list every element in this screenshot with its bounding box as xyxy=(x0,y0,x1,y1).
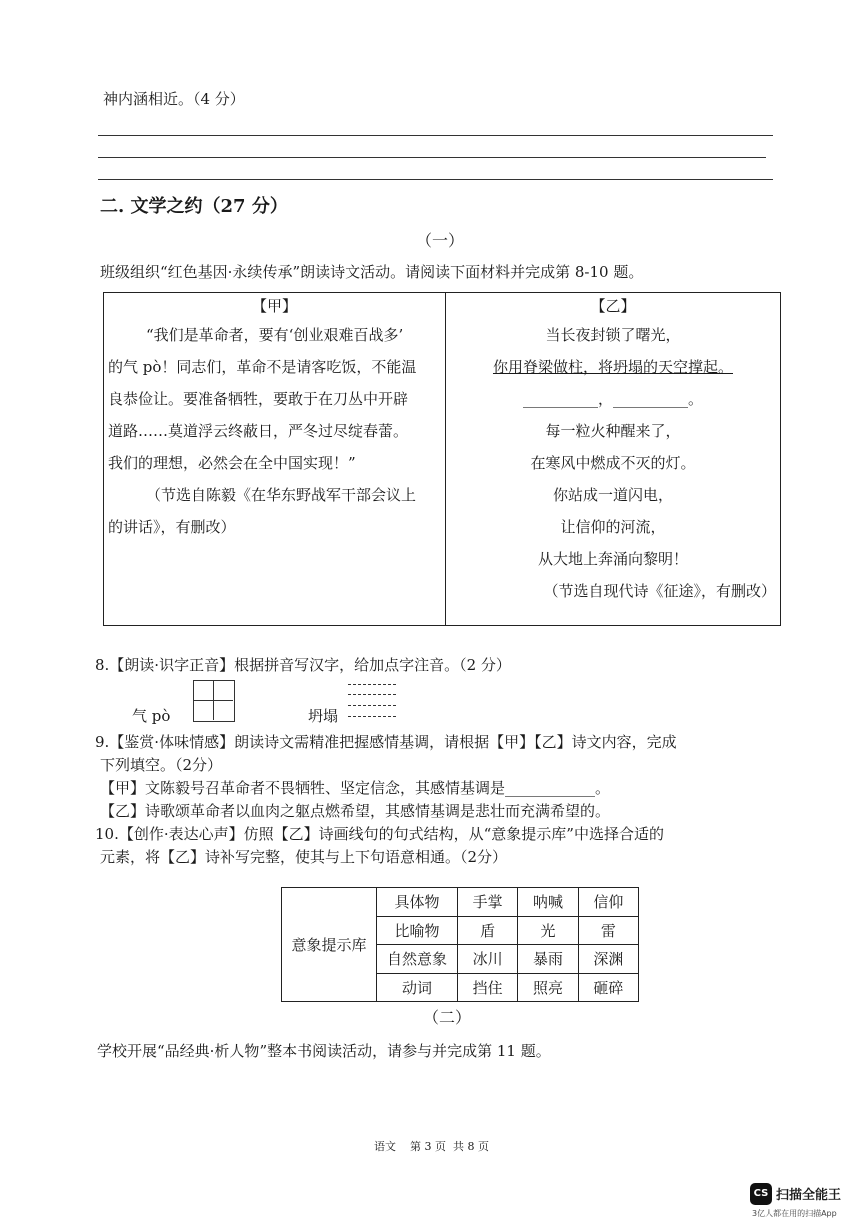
passage-b-line: 当长夜封锁了曙光， xyxy=(545,326,681,344)
q8-pinyin-line xyxy=(348,684,396,685)
part2-intro: 学校开展“品经典·析人物”整本书阅读活动，请参与并完成第 11 题。 xyxy=(97,1042,551,1060)
passage-a-line: 我们的理想，必然会在全中国实现！” xyxy=(108,454,356,472)
page-top-text: 神内涵相近。（4 分） xyxy=(103,90,245,108)
passage-a-line: 道路……莫道浮云终蔽日，严冬过尽绽春蕾。 xyxy=(108,422,409,440)
imagery-item: 照亮 xyxy=(518,973,578,1002)
intro-text: 班级组织“红色基因·永续传承”朗读诗文活动。请阅读下面材料并完成第 8-10 题。 xyxy=(100,263,644,281)
passage-a xyxy=(104,293,446,626)
imagery-item: 雷 xyxy=(578,916,638,945)
imagery-category: 自然意象 xyxy=(377,945,458,974)
imagery-category: 具体物 xyxy=(377,888,458,917)
passage-a-header: 【甲】 xyxy=(251,297,297,315)
passage-b-source: （节选自现代诗《征途》，有删改） xyxy=(543,582,776,600)
answer-line-3 xyxy=(98,179,773,180)
grid-midline-v xyxy=(213,680,214,720)
imagery-item: 光 xyxy=(518,916,578,945)
passage-a-body xyxy=(104,319,445,543)
passage-b-line: 你站成一道闪电， xyxy=(552,486,673,504)
question-9-statement: 【乙】诗歌颂革命者以血肉之躯点燃希望，其感情基调是悲壮而充满希望的。 xyxy=(100,802,611,820)
section-title: 二. 文学之约（27 分） xyxy=(100,196,288,217)
imagery-table xyxy=(281,887,639,1002)
passage-b-line: 让信仰的河流， xyxy=(560,518,666,536)
imagery-item: 信仰 xyxy=(578,888,638,917)
passage-b xyxy=(446,293,781,626)
question-9-cont: 下列填空。（2分） xyxy=(100,756,223,774)
imagery-category: 比喻物 xyxy=(377,916,458,945)
passage-a-source: 的讲话》，有删改） xyxy=(108,518,236,536)
imagery-item: 呐喊 xyxy=(518,888,578,917)
q8-pinyin-line xyxy=(348,705,396,706)
passage-b-line: 每一粒火种醒来了， xyxy=(545,422,681,440)
answer-line-2 xyxy=(98,157,766,158)
passages-table xyxy=(103,292,781,626)
passage-b-blank-line: __________，__________。 xyxy=(522,390,703,408)
page-footer: 语文 第 3 页 共 8 页 xyxy=(374,1140,489,1153)
imagery-item: 暴雨 xyxy=(518,945,578,974)
question-10: 10.【创作·表达心声】仿照【乙】诗画线句的句式结构，从“意象提示库”中选择合适的 xyxy=(95,825,664,843)
q8-pinyin-line xyxy=(348,694,396,695)
passage-b-line: 从大地上奔涌向黎明！ xyxy=(537,550,688,568)
passage-a-line: “我们是革命者，要有‘创业艰难百战多’ xyxy=(146,326,404,344)
imagery-item: 深渊 xyxy=(578,945,638,974)
imagery-category: 动词 xyxy=(377,973,458,1002)
scanner-tagline: 3亿人都在用的扫描App xyxy=(752,1209,837,1218)
passage-a-source: （节选自陈毅《在华东野战军干部会议上 xyxy=(146,486,417,504)
passage-a-line: 的气 pò！同志们，革命不是请客吃饭，不能温 xyxy=(108,358,417,376)
passage-a-line: 良恭俭让。要准备牺牲，要敢于在刀丛中开辟 xyxy=(108,390,409,408)
imagery-item: 手掌 xyxy=(458,888,518,917)
imagery-table-label: 意象提示库 xyxy=(282,888,377,1002)
passage-b-body xyxy=(446,319,780,607)
question-9-blank: 【甲】文陈毅号召革命者不畏牺牲、坚定信念，其感情基调是____________。 xyxy=(100,779,611,797)
question-8: 8.【朗读·识字正音】根据拼音写汉字，给加点字注音。（2 分） xyxy=(95,656,511,674)
q8-pinyin-line xyxy=(348,716,396,717)
question-9: 9.【鉴赏·体味情感】朗读诗文需精准把握感情基调，请根据【甲】【乙】诗文内容，完成 xyxy=(95,733,677,751)
question-10-cont: 元素，将【乙】诗补写完整，使其与上下句语意相通。（2分） xyxy=(100,848,508,866)
answer-line-1 xyxy=(98,135,773,136)
imagery-item: 挡住 xyxy=(458,973,518,1002)
q8-writing-grid xyxy=(193,680,235,722)
q8-item-2: 坍塌 xyxy=(308,707,339,725)
scanner-logo-icon: CS xyxy=(750,1183,772,1205)
scanner-app-name: 扫描全能王 xyxy=(776,1188,842,1203)
passage-b-line: 在寒风中燃成不灭的灯。 xyxy=(530,454,696,472)
part1-marker: （一） xyxy=(416,231,465,250)
passage-b-header: 【乙】 xyxy=(590,297,636,315)
part2-marker: （二） xyxy=(423,1008,472,1027)
passage-b-underlined-line: 你用脊梁做柱，将坍塌的天空撑起。 xyxy=(492,358,733,376)
imagery-item: 冰川 xyxy=(458,945,518,974)
imagery-item: 砸碎 xyxy=(578,973,638,1002)
imagery-item: 盾 xyxy=(458,916,518,945)
q8-item-1: 气 pò xyxy=(132,707,171,725)
